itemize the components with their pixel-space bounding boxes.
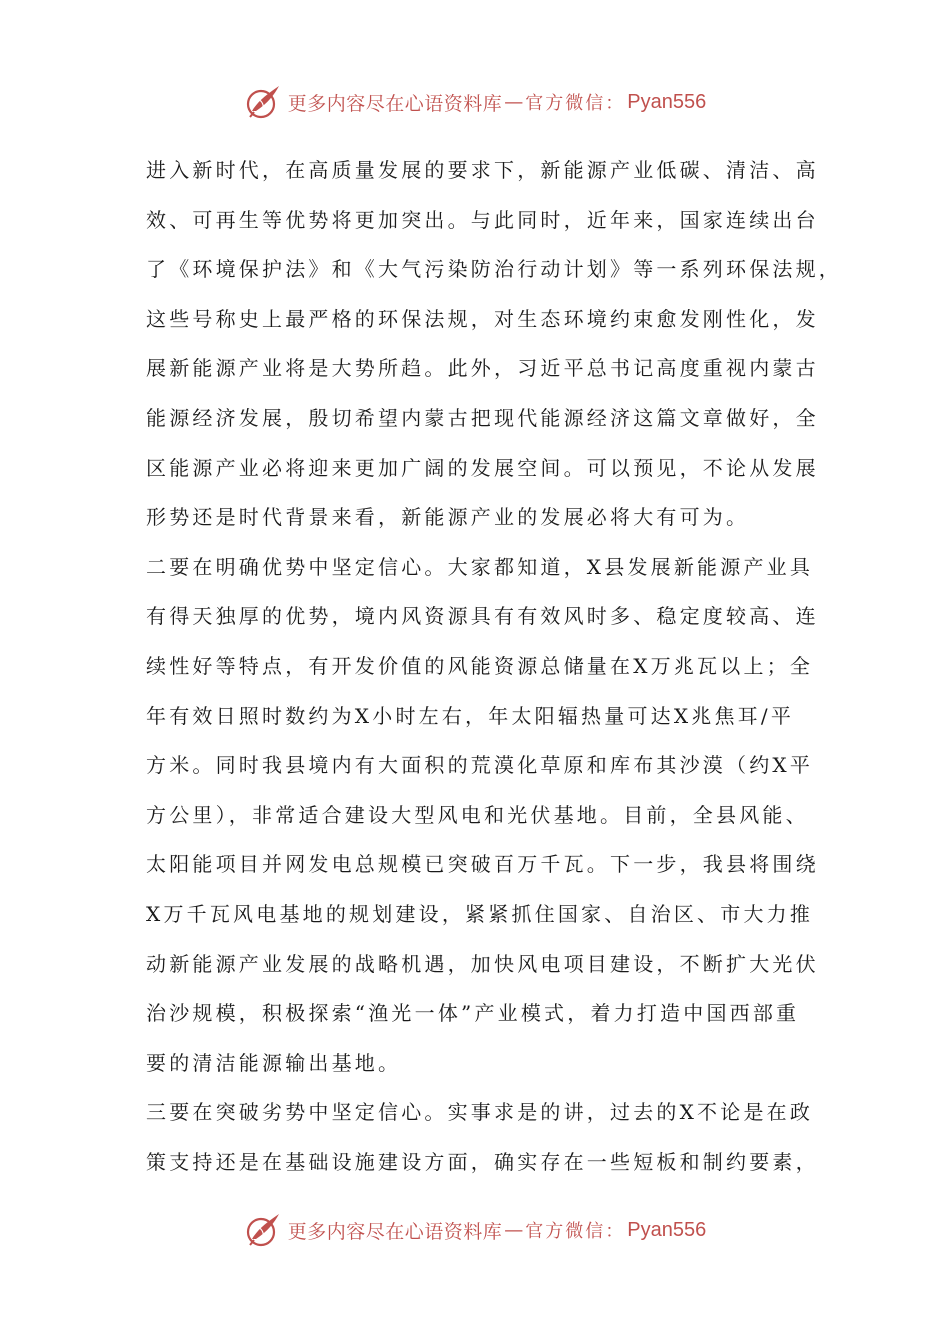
text-line: 这些号称史上最严格的环保法规，对生态环境约束愈发刚性化，发 [146, 306, 819, 331]
text-line: 展新能源产业将是大势所趋。此外，习近平总书记高度重视内蒙古 [146, 356, 819, 381]
quill-seal-icon [244, 1211, 282, 1249]
text-line: 进入新时代，在高质量发展的要求下，新能源产业低碳、清洁、高 [146, 158, 819, 182]
text-line: 策支持还是在基础设施建设方面，确实存在一些短板和制约要素， [146, 1149, 819, 1174]
text-line: 效、可再生等优势将更加突出。与此同时，近年来，国家连续出台 [146, 207, 819, 232]
text-line: 方米。同时我县境内有大面积的荒漠化草原和库布其沙漠（约X平 [146, 753, 814, 778]
text-line: 二要在明确优势中坚定信心。大家都知道，X县发展新能源产业具 [146, 554, 814, 579]
watermark-site: 更多内容尽在心语资料库 [287, 92, 503, 115]
text-line: 动新能源产业发展的战略机遇，加快风电项目建设，不断扩大光伏 [146, 951, 819, 976]
watermark-separator: — [504, 1219, 524, 1241]
watermark-account: Pyan556 [627, 1218, 707, 1241]
text-line: X万千瓦风电基地的规划建设，紧紧抓住国家、自治区、市大力推 [146, 901, 814, 926]
watermark-label: 官方微信： [525, 1221, 626, 1242]
text-line: 方公里），非常适合建设大型风电和光伏基地。目前，全县风能、 [146, 802, 809, 827]
watermark-account: Pyan556 [627, 90, 707, 113]
text-line: 有得天独厚的优势，境内风资源具有有效风时多、稳定度较高、连 [146, 604, 819, 629]
text-line: 治沙规模，积极探索“渔光一体”产业模式，着力打造中国西部重 [146, 1001, 800, 1026]
text-line: 太阳能项目并网发电总规模已突破百万千瓦。下一步，我县将围绕 [146, 852, 819, 877]
footer-watermark [0, 1208, 950, 1252]
text-line: 年有效日照时数约为X小时左右，年太阳辐热量可达X兆焦耳/平 [146, 703, 795, 728]
text-line: 区能源产业必将迎来更加广阔的发展空间。可以预见，不论从发展 [146, 455, 819, 480]
header-watermark [0, 80, 950, 124]
text-line: 能源经济发展，殷切希望内蒙古把现代能源经济这篇文章做好，全 [146, 405, 819, 430]
text-line: 三要在突破劣势中坚定信心。实事求是的讲，过去的X不论是在政 [146, 1100, 814, 1125]
text-line: 续性好等特点，有开发价值的风能资源总储量在X万兆瓦以上；全 [146, 653, 814, 678]
watermark-separator: — [504, 91, 524, 113]
text-line: 要的清洁能源输出基地。 [146, 1050, 402, 1075]
document-body [146, 146, 842, 1187]
watermark-label: 官方微信： [525, 93, 626, 114]
text-line: 形势还是时代背景来看，新能源产业的发展必将大有可为。 [146, 505, 750, 530]
text-line: 了《环境保护法》和《大气污染防治行动计划》等一系列环保法规， [146, 257, 842, 282]
quill-seal-icon [244, 83, 282, 121]
watermark-site: 更多内容尽在心语资料库 [287, 1220, 503, 1243]
